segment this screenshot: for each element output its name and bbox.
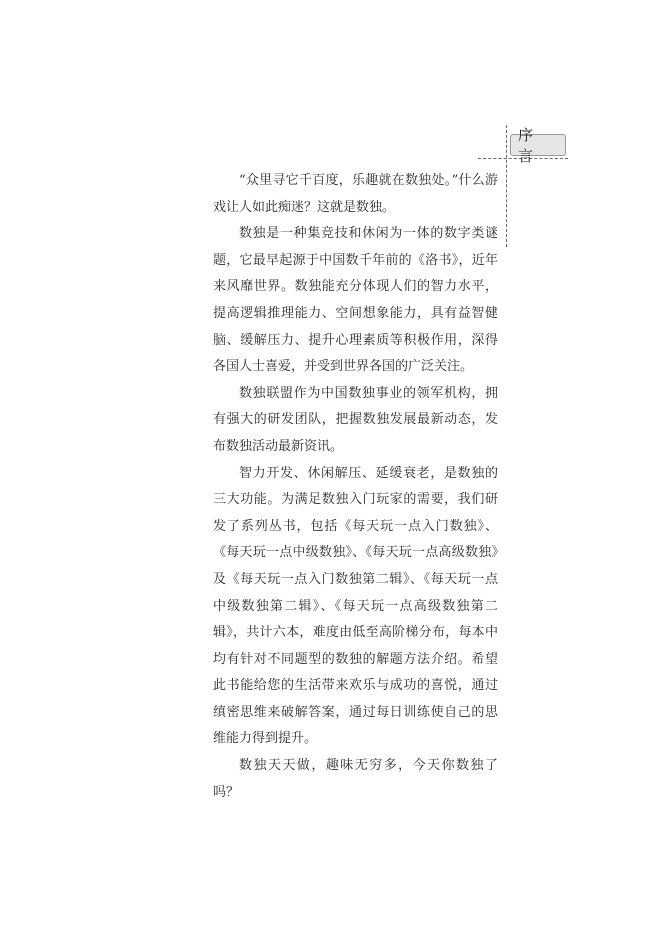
paragraph-1: “众里寻它千百度，乐趣就在数独处。”什么游戏让人如此痴迷？这就是数独。 <box>213 173 498 215</box>
dashed-guide-vertical <box>506 125 507 247</box>
paragraph-2: 数独是一种集竞技和休闲为一体的数字类谜题，它最早起源于中国数千年前的《洛书》，近年来风靡世界。数独能充分体现人们的智力水平，提高逻辑推理能力、空间想象能力，具有益智健脑、缓解压力、提升心理素质等积极作用，深得各国人士喜爱，并受到世界各国的广泛关注。 <box>213 226 498 375</box>
paragraph-4: 智力开发、休闲解压、延缓衰老，是数独的三大功能。为满足数独入门玩家的需要，我们研发了系列丛书，包括《每天玩一点入门数独》、《每天玩一点中级数独》、《每天玩一点高级数独》及《每天玩一点入门数独第二辑》、《每天玩一点中级数独第二辑》、《每天玩一点高级数独第二辑》，共计六本，难度由低至高阶梯分布，每本中均有针对不同题型的数独的解题方法介绍。希望此书能给您的生活带来欢乐与成功的喜悦，通过缜密思维来破解答案，通过每日训练使自己的思维能力得到提升。 <box>213 465 498 747</box>
paragraph-5: 数独天天做，趣味无穷多，今天你数独了吗？ <box>213 758 498 800</box>
preface-body <box>213 168 498 806</box>
section-heading: 序 言 <box>510 134 566 156</box>
paragraph-3: 数独联盟作为中国数独事业的领军机构，拥有强大的研发团队，把握数独发展最新动态，发布数独活动最新资讯。 <box>213 385 498 454</box>
